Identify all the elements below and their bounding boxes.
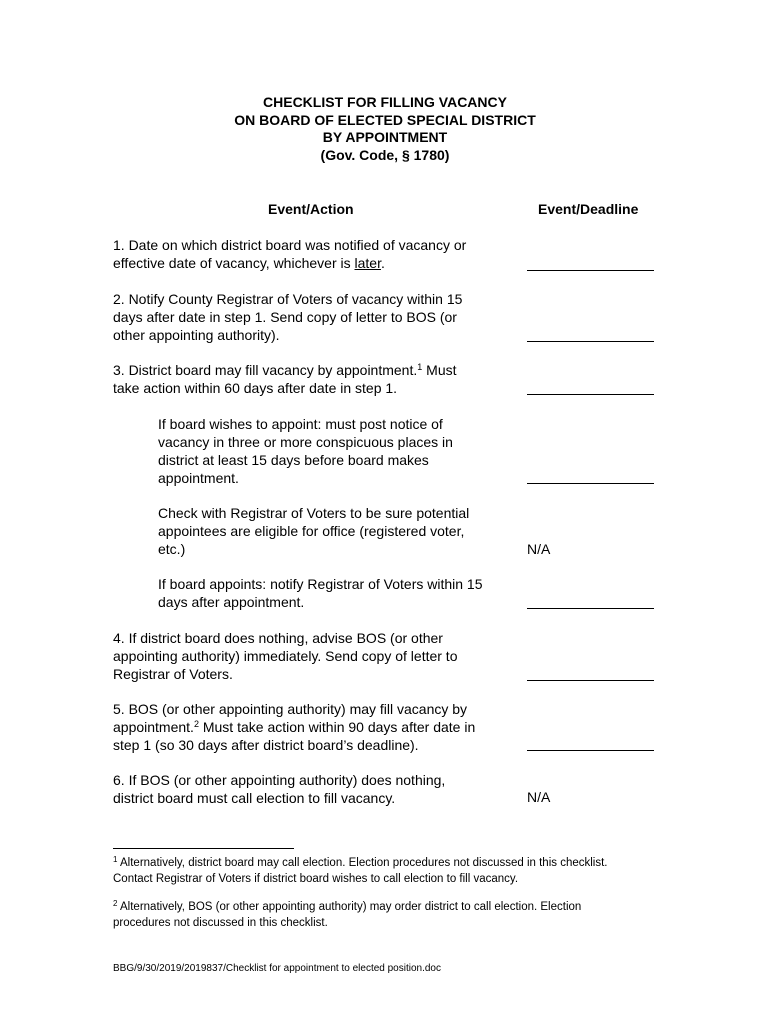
deadline-na-2: N/A	[527, 789, 551, 805]
deadline-blank-4	[527, 483, 654, 484]
checklist-item-1: 1. Date on which district board was notified of vacancy or effective date of vacancy, whichever is later.	[113, 237, 467, 271]
checklist-item-4: 4. If district board does nothing, advise BOS (or other appointing authority) immediately. Send copy of letter to Registrar of Voters.	[113, 630, 458, 682]
title-line-1: CHECKLIST FOR FILLING VACANCY	[263, 94, 507, 110]
event-action-header: Event/Action	[268, 201, 354, 217]
deadline-na-1: N/A	[527, 541, 551, 557]
title-line-3: BY APPOINTMENT	[322, 129, 448, 145]
deadline-blank-2	[527, 341, 654, 342]
title-line-4: (Gov. Code, § 1780)	[320, 146, 450, 163]
title-line-2: ON BOARD OF ELECTED SPECIAL DISTRICT	[234, 111, 536, 128]
deadline-blank-5	[527, 608, 654, 609]
footnote-2: $^2$ Alternatively, BOS (or other appointing authority) may order district to call election. Election procedures not discussed in this checklist.	[113, 899, 582, 929]
deadline-blank-3	[527, 394, 654, 395]
checklist-subitem-notify-registrar: If board appoints: notify Registrar of Voters within 15 days after appointment.	[158, 576, 483, 610]
checklist-item-5: 5. BOS (or other appointing authority) may fill vacancy by appointment.$^2$ Must take action within 90 days after date in step 1 (so 30 days after district board’s deadline).	[113, 701, 476, 753]
deadline-blank-7	[527, 750, 654, 751]
checklist-item-2: 2. Notify County Registrar of Voters of vacancy within 15 days after date in step 1. Send copy of letter to BOS (or other appointing authority).	[113, 291, 463, 343]
document-footer: BBG/9/30/2019/2019837/Checklist for appointment to elected position.doc	[113, 963, 441, 974]
deadline-blank-1	[527, 270, 654, 271]
checklist-subitem-post-notice: If board wishes to appoint: must post notice of vacancy in three or more conspicuous places in district at least 15 days before board makes appointment.	[158, 416, 453, 486]
footnote-separator	[113, 848, 294, 849]
checklist-subitem-eligibility: Check with Registrar of Voters to be sure potential appointees are eligible for office (registered voter, etc.)	[158, 505, 470, 557]
checklist-item-3: 3. District board may fill vacancy by appointment.$^1$ Must take action within 60 days after date in step 1.	[113, 362, 457, 396]
deadline-blank-6	[527, 680, 654, 681]
document-title	[0, 94, 770, 164]
event-deadline-header: Event/Deadline	[538, 201, 639, 217]
checklist-item-6: 6. If BOS (or other appointing authority) does nothing, district board must call election to fill vacancy.	[113, 772, 446, 806]
footnote-1: $^1$ Alternatively, district board may call election. Election procedures not discussed in this checklist. Contact Registrar of Voters if district board wishes to call election to fill vacancy.	[113, 855, 608, 885]
